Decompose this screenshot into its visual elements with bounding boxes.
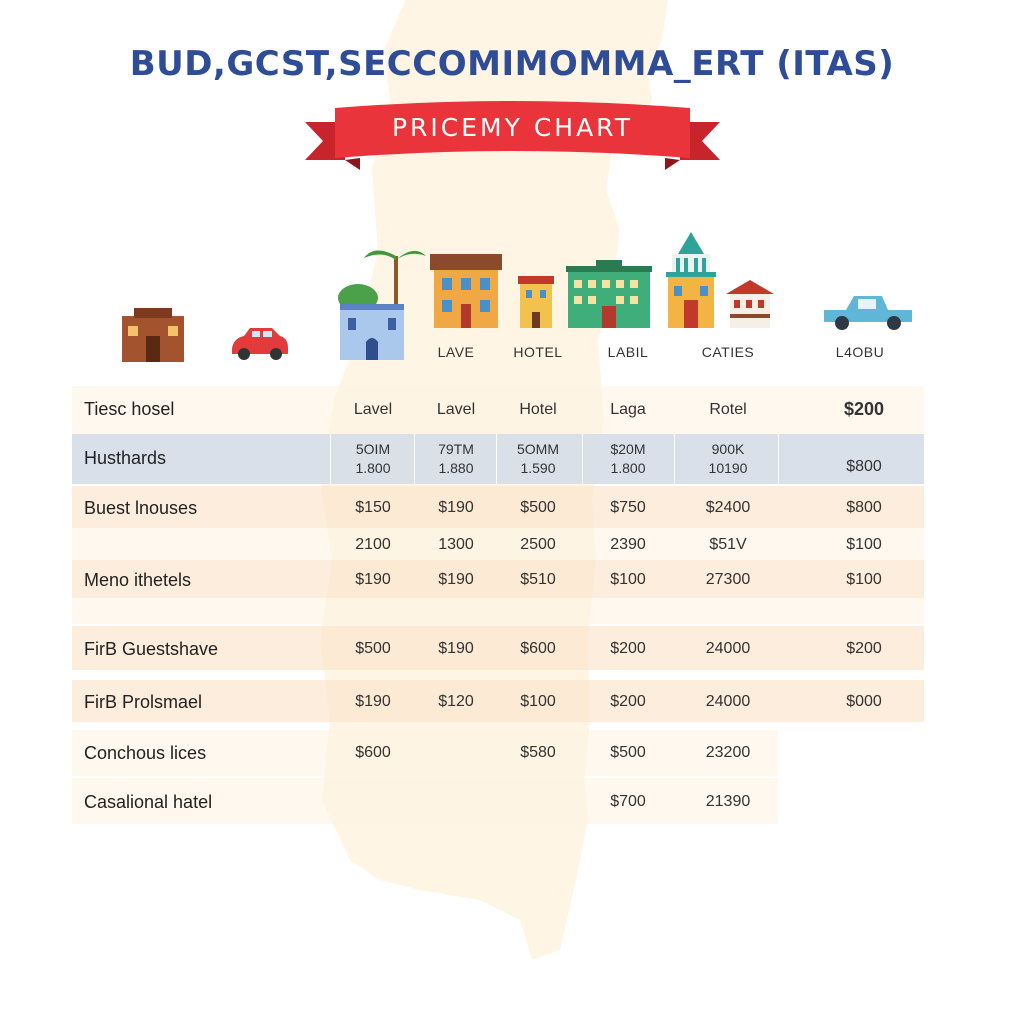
cell-line: 1.800 (355, 460, 391, 476)
table-row (72, 386, 924, 434)
table-cell: $200 (610, 640, 646, 657)
table-cell: $200 (843, 399, 885, 419)
row-label: Conchous lices (84, 743, 207, 763)
table-cell: 1300 (438, 536, 474, 553)
cell-line: 5OMM (517, 441, 559, 457)
table-cell: $150 (355, 499, 391, 516)
column-header-caties: CATIES (701, 344, 755, 360)
table-cell: $100 (846, 571, 882, 588)
table-cell: $200 (846, 640, 882, 657)
table-cell: $2400 (705, 499, 751, 516)
table-cell: 24000 (705, 640, 751, 657)
table-cell: $190 (355, 693, 391, 710)
table-row (72, 730, 778, 776)
cell-line: 1.880 (438, 460, 474, 476)
row-label: Buest lnouses (84, 498, 198, 518)
table-cell: $120 (438, 693, 474, 710)
table-cell: $100 (846, 536, 882, 553)
row-label: Husthards (84, 448, 167, 468)
row-label: Casalional hatel (84, 792, 213, 812)
column-divider (674, 434, 675, 484)
table-cell (493, 440, 583, 478)
column-divider (778, 434, 779, 484)
row-label: FirB Guestshave (84, 639, 219, 659)
table-cell (411, 440, 501, 478)
table-cell: $100 (610, 571, 646, 588)
cell-line: 1.800 (610, 460, 646, 476)
table-row (72, 778, 778, 824)
green-hotel-icon (566, 258, 652, 328)
red-car-icon (228, 324, 290, 362)
table-cell: Hotel (519, 401, 557, 418)
table-row (72, 560, 924, 598)
table-row (72, 434, 924, 484)
table-cell: $500 (355, 640, 391, 657)
ribbon-label: PRICEMY CHART (391, 113, 634, 142)
table-cell: $510 (520, 571, 556, 588)
table-cell: $500 (610, 744, 646, 761)
blue-villa-with-palm-icon (334, 238, 434, 360)
column-header-labil: LABIL (607, 344, 649, 360)
table-cell (583, 440, 673, 478)
orange-townhouse-icon (430, 250, 502, 328)
table-cell: Laga (610, 401, 646, 418)
table-cell: $190 (438, 571, 474, 588)
table-cell: 24000 (705, 693, 751, 710)
table-row (72, 528, 924, 560)
table-cell (328, 440, 418, 478)
row-label: Meno ithetels (84, 570, 192, 590)
yellow-house-icon (518, 274, 554, 328)
table-cell: $600 (355, 744, 391, 761)
domed-tower-icon (666, 232, 716, 328)
cell-line: 79TM (438, 441, 474, 457)
row-label: Tiesc hosel (84, 399, 175, 419)
table-cell: Lavel (353, 401, 393, 418)
table-cell: Rotel (709, 401, 747, 418)
table-cell: $700 (610, 793, 646, 810)
price-table (72, 376, 924, 826)
cell-line: 5OIM (355, 441, 391, 457)
table-cell: $200 (610, 693, 646, 710)
table-cell: $800 (846, 458, 882, 475)
blue-pickup-truck-icon (822, 292, 914, 332)
table-cell: 2500 (520, 536, 556, 553)
column-header-lave: LAVE (437, 344, 475, 360)
table-cell (683, 440, 773, 478)
table-cell: $500 (520, 499, 556, 516)
table-cell: 27300 (705, 571, 751, 588)
cell-line: $20M (610, 441, 646, 457)
table-cell: 23200 (705, 744, 751, 761)
table-cell: 2100 (355, 536, 391, 553)
column-header-l4obu: L4OBU (835, 344, 885, 360)
table-cell: $800 (846, 499, 882, 516)
table-cell: $51V (709, 536, 747, 553)
table-cell: $600 (520, 640, 556, 657)
table-row (72, 626, 924, 670)
cell-line: 1.590 (520, 460, 556, 476)
table-row (72, 680, 924, 722)
chart-title: BUD,GCST,SECCOMIMOMMA_ERT (ITAS) (129, 44, 895, 84)
table-cell: $000 (846, 693, 882, 710)
column-header-hotel: HOTEL (513, 344, 563, 360)
table-cell: $100 (520, 693, 556, 710)
row-label: FirB Prolsmael (84, 692, 203, 712)
table-row (72, 598, 924, 624)
table-cell: $580 (520, 744, 556, 761)
small-brick-house-icon (118, 306, 188, 362)
small-red-roof-house-icon (726, 280, 774, 328)
cell-line: 10190 (708, 460, 748, 476)
table-cell: $190 (438, 640, 474, 657)
table-cell: 21390 (705, 793, 751, 810)
table-cell: Lavel (436, 401, 476, 418)
table-row (72, 486, 924, 528)
table-cell: $190 (355, 571, 391, 588)
table-cell: $750 (610, 499, 646, 516)
cell-line: 900K (711, 441, 745, 457)
table-cell: $190 (438, 499, 474, 516)
table-cell: 2390 (610, 536, 646, 553)
